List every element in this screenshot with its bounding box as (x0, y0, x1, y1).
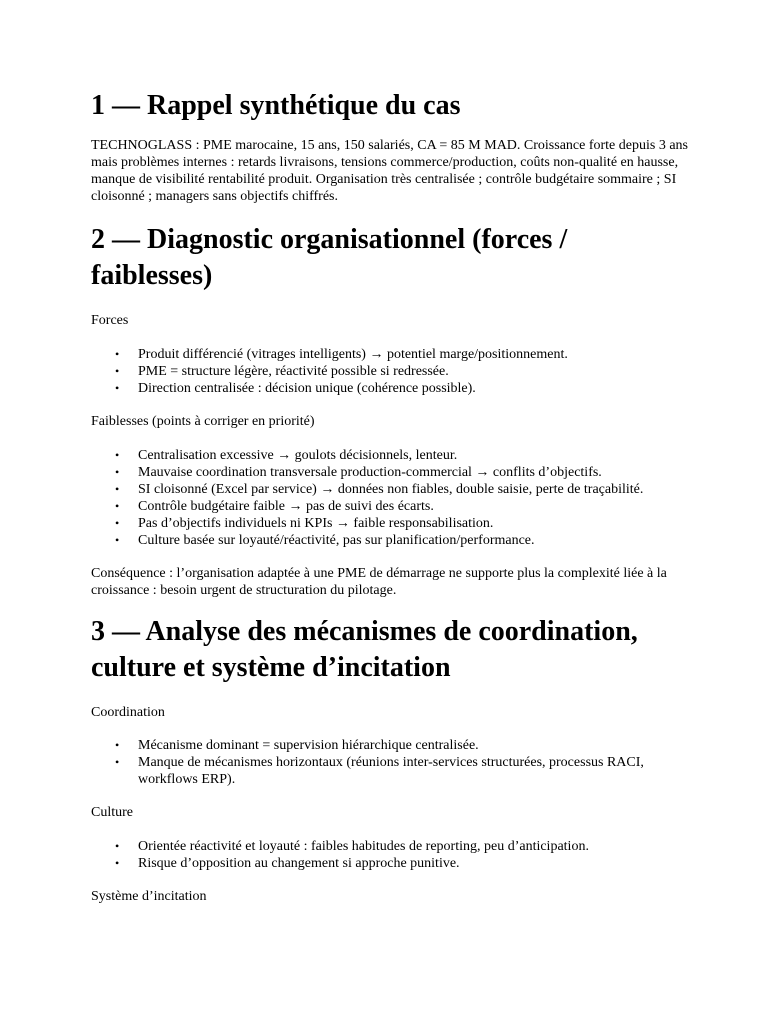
list-item: • PME = structure légère, réactivité possible si redressée. (138, 363, 691, 380)
culture-label: Culture (91, 805, 133, 820)
document-page (91, 0, 691, 905)
list-item: • Centralisation excessive → goulots décisionnels, lenteur. (138, 447, 691, 464)
list-item: • Orientée réactivité et loyauté : faibles habitudes de reporting, peu d’anticipation. (138, 838, 691, 855)
section-3-heading: 3 — Analyse des mécanismes de coordination, culture et système d’incitation (91, 616, 638, 683)
list-item: • Direction centralisée : décision unique (cohérence possible). (138, 380, 691, 397)
list-item: • Risque d’opposition au changement si approche punitive. (138, 855, 691, 872)
list-item: • Pas d’objectifs individuels ni KPIs → faible responsabilisation. (138, 515, 691, 532)
incentive-system-label: Système d’incitation (91, 889, 207, 904)
culture-list (91, 838, 691, 872)
coordination-list (91, 737, 691, 788)
list-item: • SI cloisonné (Excel par service) → données non fiables, double saisie, perte de traçabilité. (138, 481, 691, 498)
coordination-label: Coordination (91, 705, 165, 720)
list-item: • Culture basée sur loyauté/réactivité, pas sur planification/performance. (138, 532, 691, 549)
forces-label: Forces (91, 313, 129, 328)
section-1-heading: 1 — Rappel synthétique du cas (91, 90, 461, 121)
weaknesses-list (91, 447, 691, 549)
list-item: • Contrôle budgétaire faible → pas de suivi des écarts. (138, 498, 691, 515)
list-item: • Manque de mécanismes horizontaux (réunions inter-services structurées, processus RACI, workflows ERP). (138, 754, 691, 788)
weaknesses-label: Faiblesses (points à corriger en priorité) (91, 414, 315, 429)
list-item: • Mécanisme dominant = supervision hiérarchique centralisée. (138, 737, 691, 754)
section-1-paragraph: TECHNOGLASS : PME marocaine, 15 ans, 150 salariés, CA = 85 M MAD. Croissance forte depuis 3 ans mais problèmes internes : retards livraisons, tensions commerce/production, coûts non-qualité en hausse, manque de visibilité rentabilité produit. Organisation très centralisée ; contrôle budgétaire sommaire ; SI cloisonné ; managers sans objectifs chiffrés. (91, 138, 688, 204)
forces-list (91, 346, 691, 397)
consequence-paragraph: Conséquence : l’organisation adaptée à une PME de démarrage ne supporte plus la complexité liée à la croissance : besoin urgent de structuration du pilotage. (91, 566, 667, 598)
list-item: • Produit différencié (vitrages intelligents) → potentiel marge/positionnement. (138, 346, 691, 363)
list-item: • Mauvaise coordination transversale production-commercial → conflits d’objectifs. (138, 464, 691, 481)
section-2-heading: 2 — Diagnostic organisationnel (forces / faiblesses) (91, 224, 568, 291)
